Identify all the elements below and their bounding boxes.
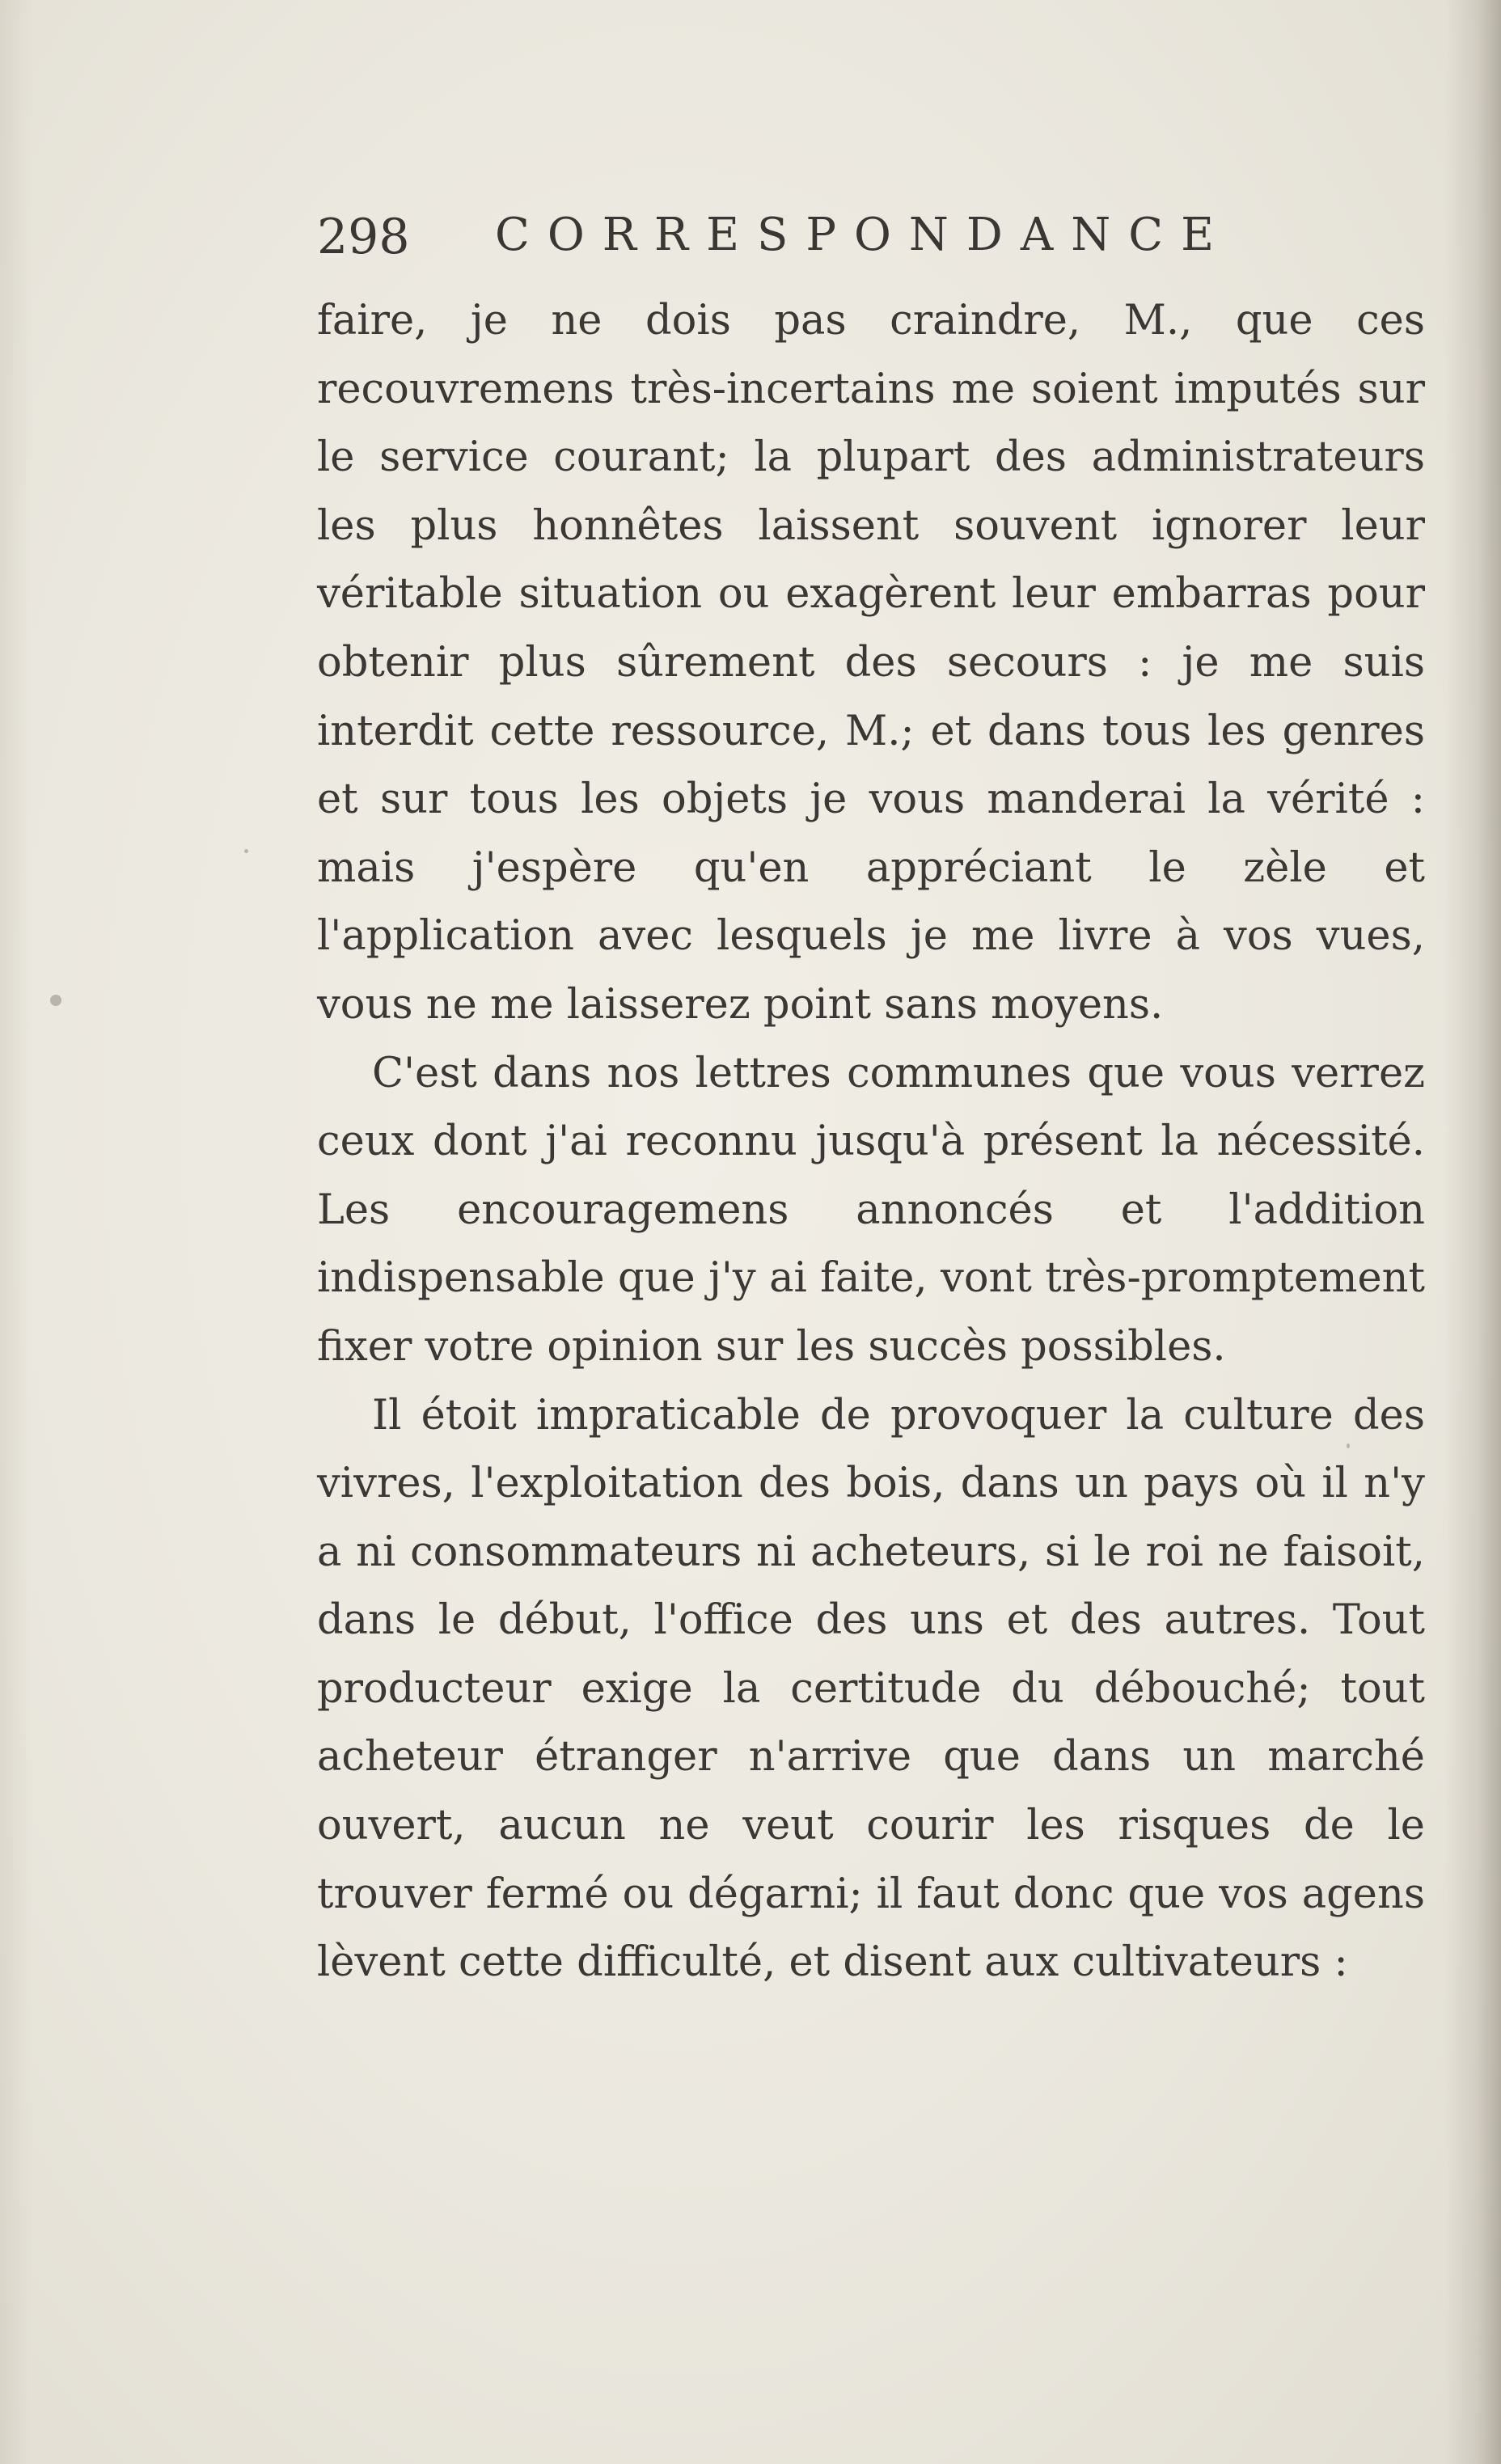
page-header: [317, 209, 1433, 273]
page-number: 298: [317, 209, 410, 265]
body-text: [317, 287, 1425, 1997]
running-title: CORRESPONDANCE: [495, 209, 1232, 261]
paragraph-1: faire, je ne dois pas craindre, M., que ces recouvremens très-incertains me soient imputés sur le service courant; la plupart des administrateurs les plus honnêtes laissent souvent ignorer leur véritable situation ou exagèrent leur embarras pour obtenir plus sûrement des secours : je me suis interdit cette ressource, M.; et dans tous les genres et sur tous les objets je vous manderai la vérité : mais j'espère qu'en appréciant le zèle et l'application avec lesquels je me livre à vos vues, vous ne me laisserez point sans moyens.: [317, 297, 1425, 1029]
page-edge-shadow: [1444, 0, 1501, 2464]
paper-speck: [244, 849, 248, 853]
page-gutter-shadow: [0, 0, 32, 2464]
paragraph-2: C'est dans nos lettres communes que vous verrez ceux dont j'ai reconnu jusqu'à présent la nécessité. Les encouragemens annoncés et l'addition indispensable que j'y ai faite, vont très-promptement fixer votre opinion sur les succès possibles.: [317, 1049, 1425, 1371]
paper-speck: [50, 995, 61, 1006]
paragraph-3: Il étoit impraticable de provoquer la culture des vivres, l'exploitation des bois, dans un pays où il n'y a ni consommateurs ni acheteurs, si le roi ne faisoit, dans le début, l'office des uns et des autres. Tout producteur exige la certitude du débouché; tout acheteur étranger n'arrive que dans un marché ouvert, aucun ne veut courir les risques de le trouver fermé ou dégarni; il faut donc que vos agens lèvent cette difficulté, et disent aux cultivateurs :: [317, 1391, 1425, 1987]
